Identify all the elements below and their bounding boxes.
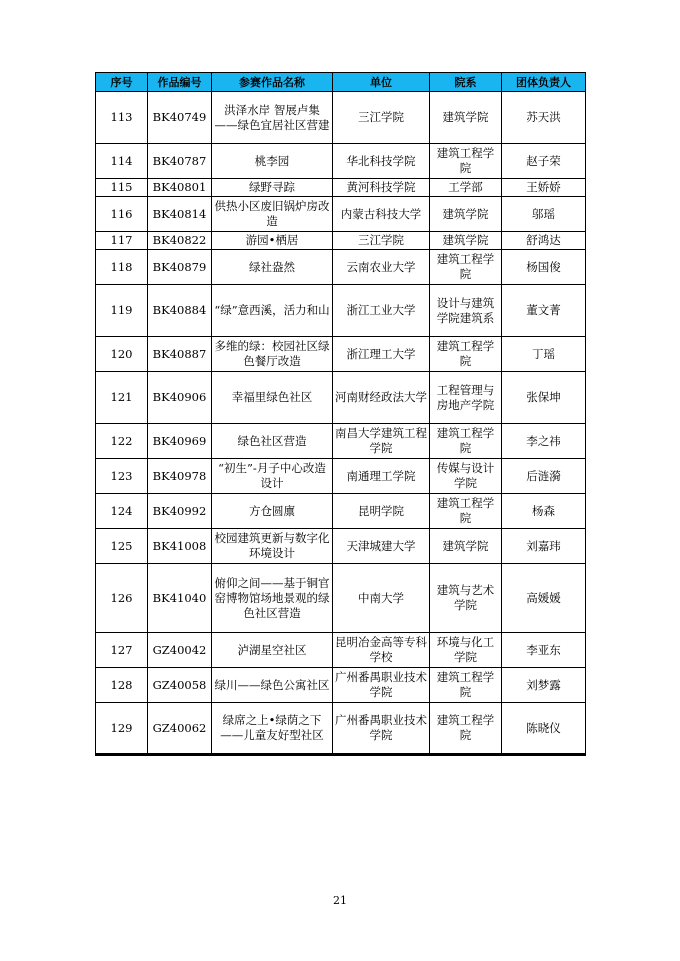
header-team-leader: 团体负责人 <box>502 73 586 92</box>
table-row <box>96 633 586 668</box>
table-row <box>96 564 586 633</box>
cell-work-id: GZ40042 <box>148 633 212 668</box>
table-row <box>96 529 586 564</box>
cell-department: 建筑工程学院 <box>430 250 502 285</box>
cell-team-leader: 邬瑶 <box>502 197 586 232</box>
cell-department: 建筑与艺术学院 <box>430 564 502 633</box>
table-row <box>96 337 586 372</box>
cell-work-id: BK40906 <box>148 372 212 424</box>
cell-work-id: BK40992 <box>148 494 212 529</box>
cell-department: 建筑学院 <box>430 197 502 232</box>
cell-work-title: 校园建筑更新与数字化环境设计 <box>212 529 333 564</box>
cell-institution: 云南农业大学 <box>333 250 430 285</box>
cell-institution: 昆明冶金高等专科学校 <box>333 633 430 668</box>
cell-seq: 124 <box>96 494 148 529</box>
cell-team-leader: 杨国俊 <box>502 250 586 285</box>
cell-seq: 117 <box>96 232 148 250</box>
cell-department: 传媒与设计学院 <box>430 459 502 494</box>
cell-work-title: 幸福里绿色社区 <box>212 372 333 424</box>
table-row <box>96 250 586 285</box>
cell-institution: 浙江理工大学 <box>333 337 430 372</box>
table-row <box>96 372 586 424</box>
cell-seq: 125 <box>96 529 148 564</box>
cell-institution: 南昌大学建筑工程学院 <box>333 424 430 459</box>
cell-team-leader: 刘梦露 <box>502 668 586 703</box>
cell-department: 环境与化工学院 <box>430 633 502 668</box>
table-body <box>96 92 586 755</box>
cell-department: 工程管理与房地产学院 <box>430 372 502 424</box>
cell-institution: 南通理工学院 <box>333 459 430 494</box>
cell-institution: 中南大学 <box>333 564 430 633</box>
cell-team-leader: 李之祎 <box>502 424 586 459</box>
cell-work-id: BK40884 <box>148 285 212 337</box>
cell-work-title: 洪泽水岸 智展卢集——绿色宜居社区营建 <box>212 92 333 144</box>
cell-work-id: GZ40062 <box>148 703 212 755</box>
cell-seq: 118 <box>96 250 148 285</box>
cell-institution: 黄河科技学院 <box>333 179 430 197</box>
cell-work-title: 绿川——绿色公寓社区 <box>212 668 333 703</box>
cell-institution: 广州番禺职业技术学院 <box>333 703 430 755</box>
cell-work-title: 供热小区废旧锅炉房改造 <box>212 197 333 232</box>
cell-department: 建筑工程学院 <box>430 144 502 179</box>
table-row <box>96 144 586 179</box>
table-header-row <box>96 73 586 92</box>
cell-work-id: BK41040 <box>148 564 212 633</box>
cell-work-title: 方仓圆廪 <box>212 494 333 529</box>
cell-team-leader: 丁瑶 <box>502 337 586 372</box>
cell-department: 建筑学院 <box>430 232 502 250</box>
header-work-title: 参赛作品名称 <box>212 73 333 92</box>
cell-work-title: “初生”-月子中心改造设计 <box>212 459 333 494</box>
table-row <box>96 179 586 197</box>
cell-work-id: BK40887 <box>148 337 212 372</box>
cell-department: 建筑工程学院 <box>430 424 502 459</box>
cell-seq: 115 <box>96 179 148 197</box>
cell-institution: 三江学院 <box>333 232 430 250</box>
cell-work-title: 绿席之上•绿荫之下——儿童友好型社区 <box>212 703 333 755</box>
cell-institution: 浙江工业大学 <box>333 285 430 337</box>
cell-team-leader: 高媛媛 <box>502 564 586 633</box>
cell-seq: 113 <box>96 92 148 144</box>
cell-work-id: BK40969 <box>148 424 212 459</box>
header-seq: 序号 <box>96 73 148 92</box>
header-work-id: 作品编号 <box>148 73 212 92</box>
table-row <box>96 668 586 703</box>
cell-work-id: BK40749 <box>148 92 212 144</box>
cell-seq: 122 <box>96 424 148 459</box>
cell-work-title: “绿”意西溪，活力和山 <box>212 285 333 337</box>
cell-work-id: BK40787 <box>148 144 212 179</box>
cell-team-leader: 赵子荣 <box>502 144 586 179</box>
table-row <box>96 232 586 250</box>
cell-work-id: BK40814 <box>148 197 212 232</box>
cell-institution: 内蒙古科技大学 <box>333 197 430 232</box>
cell-team-leader: 后涟漪 <box>502 459 586 494</box>
cell-work-title: 绿色社区营造 <box>212 424 333 459</box>
cell-seq: 120 <box>96 337 148 372</box>
cell-team-leader: 陈晓仪 <box>502 703 586 755</box>
cell-team-leader: 舒鸿达 <box>502 232 586 250</box>
table-row <box>96 285 586 337</box>
cell-seq: 126 <box>96 564 148 633</box>
cell-institution: 河南财经政法大学 <box>333 372 430 424</box>
cell-department: 工学部 <box>430 179 502 197</box>
table-row <box>96 92 586 144</box>
cell-work-title: 绿社盎然 <box>212 250 333 285</box>
cell-team-leader: 李亚东 <box>502 633 586 668</box>
table-row <box>96 459 586 494</box>
cell-department: 建筑工程学院 <box>430 703 502 755</box>
entries-table <box>95 72 586 756</box>
table-row <box>96 424 586 459</box>
cell-work-id: BK40822 <box>148 232 212 250</box>
cell-team-leader: 刘嘉玮 <box>502 529 586 564</box>
cell-seq: 121 <box>96 372 148 424</box>
cell-department: 建筑工程学院 <box>430 494 502 529</box>
cell-work-title: 游园•栖居 <box>212 232 333 250</box>
cell-team-leader: 董文菁 <box>502 285 586 337</box>
cell-seq: 116 <box>96 197 148 232</box>
cell-seq: 128 <box>96 668 148 703</box>
cell-work-title: 泸湖星空社区 <box>212 633 333 668</box>
cell-department: 建筑学院 <box>430 92 502 144</box>
cell-department: 建筑学院 <box>430 529 502 564</box>
page-number: 21 <box>333 894 347 907</box>
cell-seq: 129 <box>96 703 148 755</box>
cell-work-title: 桃李园 <box>212 144 333 179</box>
cell-work-id: BK41008 <box>148 529 212 564</box>
table-row <box>96 197 586 232</box>
cell-institution: 昆明学院 <box>333 494 430 529</box>
table-row <box>96 703 586 755</box>
cell-work-title: 多维的绿：校园社区绿色餐厅改造 <box>212 337 333 372</box>
cell-seq: 123 <box>96 459 148 494</box>
cell-work-id: GZ40058 <box>148 668 212 703</box>
cell-institution: 华北科技学院 <box>333 144 430 179</box>
cell-seq: 114 <box>96 144 148 179</box>
cell-institution: 天津城建大学 <box>333 529 430 564</box>
cell-department: 建筑工程学院 <box>430 668 502 703</box>
cell-work-title: 绿野寻踪 <box>212 179 333 197</box>
header-institution: 单位 <box>333 73 430 92</box>
cell-institution: 三江学院 <box>333 92 430 144</box>
table-row <box>96 494 586 529</box>
cell-work-id: BK40801 <box>148 179 212 197</box>
cell-team-leader: 杨森 <box>502 494 586 529</box>
cell-seq: 119 <box>96 285 148 337</box>
cell-work-id: BK40978 <box>148 459 212 494</box>
header-department: 院系 <box>430 73 502 92</box>
cell-work-id: BK40879 <box>148 250 212 285</box>
cell-department: 设计与建筑学院建筑系 <box>430 285 502 337</box>
cell-team-leader: 张保坤 <box>502 372 586 424</box>
cell-institution: 广州番禺职业技术学院 <box>333 668 430 703</box>
cell-seq: 127 <box>96 633 148 668</box>
cell-work-title: 俯仰之间——基于铜官窑博物馆场地景观的绿色社区营造 <box>212 564 333 633</box>
cell-department: 建筑工程学院 <box>430 337 502 372</box>
cell-team-leader: 王娇娇 <box>502 179 586 197</box>
cell-team-leader: 苏天洪 <box>502 92 586 144</box>
